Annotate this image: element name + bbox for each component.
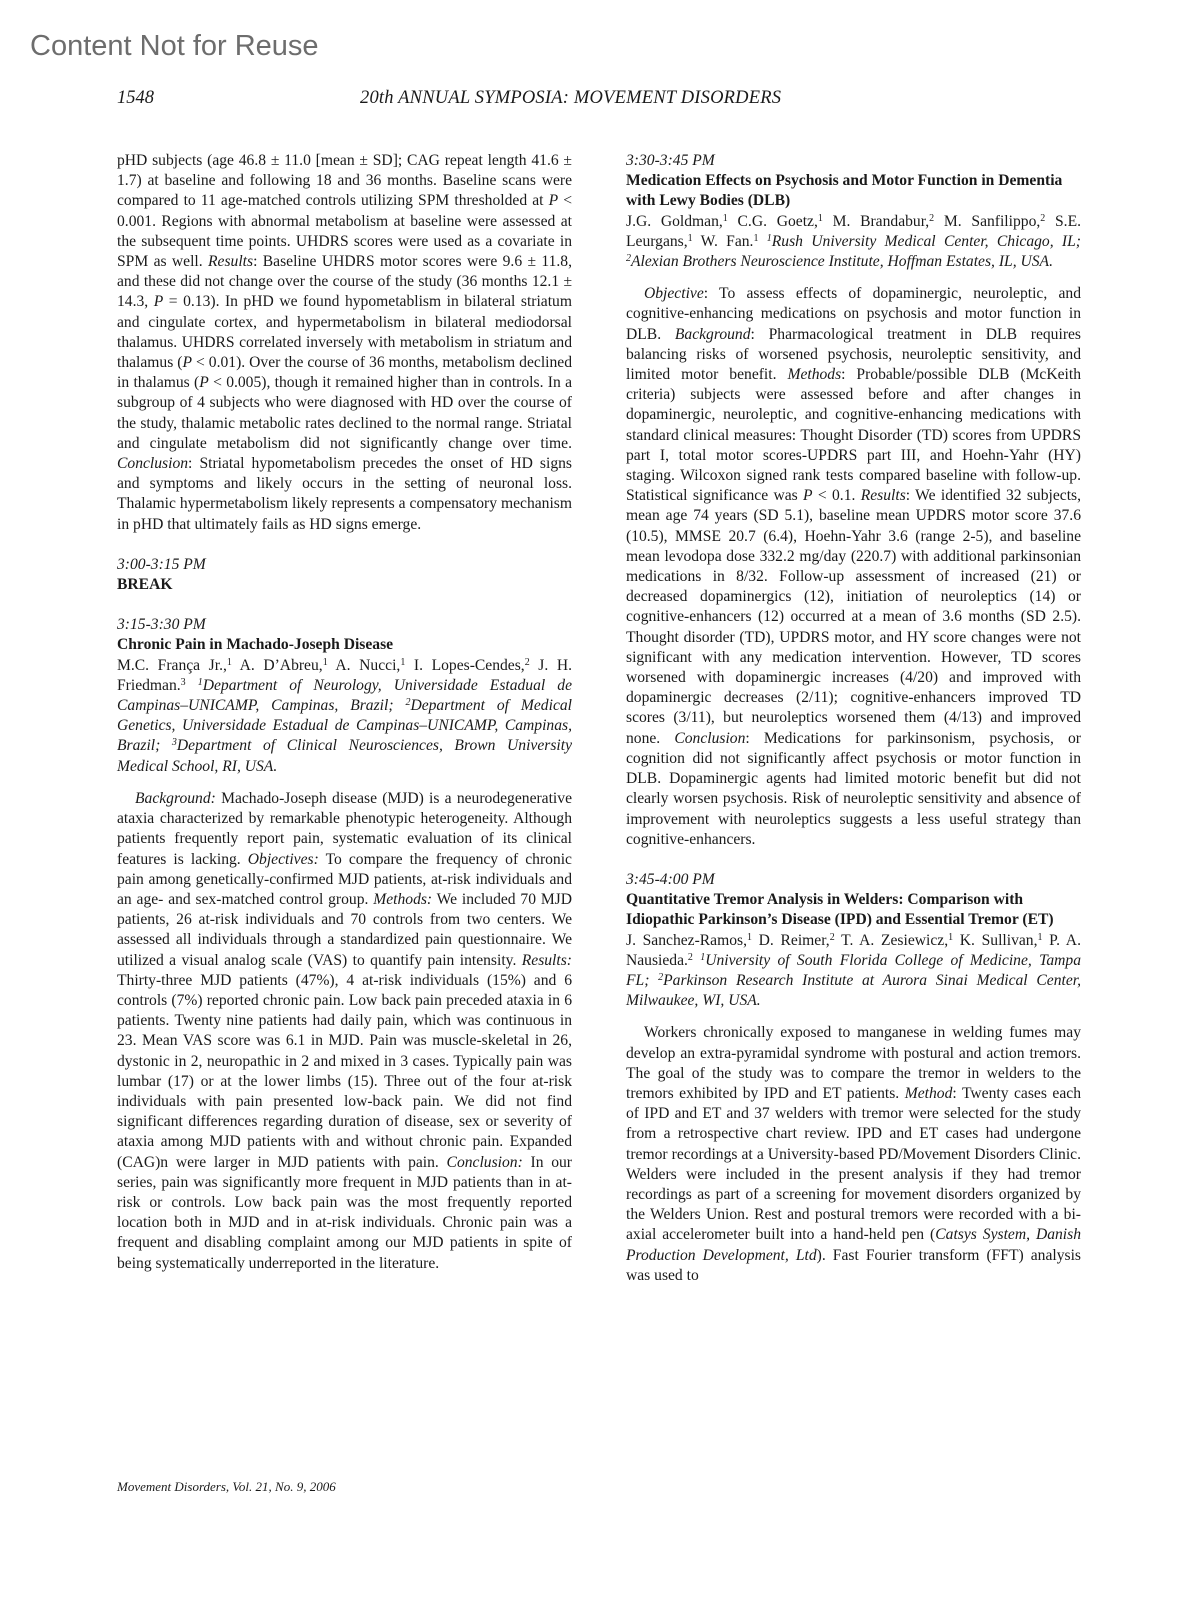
superscript: 3 (171, 737, 177, 749)
italic-run: Methods (787, 366, 842, 384)
superscript: 1 (687, 232, 693, 244)
text-run: < 0.01). Over the course of 36 months, metabolism declined in thalamus ( (117, 354, 573, 392)
italic-run: University of South Florida College of Medicine, Tampa FL; (626, 951, 1081, 989)
italic-run: P (199, 374, 209, 392)
italic-run: Conclusion (117, 455, 189, 473)
authors-affiliations (626, 931, 1081, 1012)
text-run: : We identified 32 subjects, mean age 74 years (SD 5.1), baseline mean UPDRS motor score 37.6 (10.5), MMSE 20.7 (6.4), Hoehn-Yahr 3.6 (range 2-5), and baseline mean levodopa dose 332.2 mg/day (220.7) with additional parkinsonian medications in 8/32. Follow-up assessment of increased (21) or decreased dopaminergics (12), initiation of neuroleptics (14) or cognitive-enhancers (12) occurred at a mean of 3.6 months (SD 2.5). Thought disorder (TD), UPDRS motor, and HY score changes were not significant with any medication intervention. However, TD scores worsened with dopaminergic increases (4/20) and improved with dopaminergic decreases (2/11); cognitive-enhancers improved TD scores (3/11), but neuroleptics worsened them (4/13) and improved none. (626, 487, 1081, 747)
text-run: To compare the frequency of chronic pain among genetically-confirmed MJD patients, at-risk individuals and an age- and sex-matched control group. (117, 850, 572, 908)
superscript: 2 (1040, 212, 1046, 224)
text-run: A. Nucci, (327, 656, 401, 674)
text-run: : Twenty cases each of IPD and ET and 37 welders with tremor were selected for the study from a retrospective chart review. IPD and ET cases had undergone tremor recordings at a University-based PD/Movement Disorders Clinic. Welders were included in the present analysis if they had tremor recordings as part of a screening for movement disorders organized by the Welders Union. Rest and postural tremors were recorded with a bi-axial accelerometer built into a hand-held pen ( (626, 1084, 1081, 1244)
text-run (758, 233, 766, 250)
superscript: 1 (700, 951, 706, 963)
italic-run: Parkinson Research Institute at Aurora Sinai Medical Center, Milwaukee, WI, USA. (626, 971, 1081, 1010)
text-run: : Pharmacological treatment in DLB requires balancing risks of worsened psychosis, neuroleptic sensitivity, and limited motor benefit. (626, 325, 1081, 384)
text-run: M.C. França Jr., (117, 656, 227, 674)
session-time: 3:15-3:30 PM (117, 616, 206, 634)
italic-run: Conclusion: (446, 1153, 523, 1171)
text-run: : Probable/possible DLB (McKeith criteria) subjects were assessed before and after changes in dopaminergic, neuroleptic, and cognitive-enhancing medications with standard clinical measures: Thought Disorder (TD) scores from UPDRS part I, total motor scores-UPDRS part III, and Hoehn-Yahr (HY) staging. Wilcoxon signed rank tests compared baseline with follow-up. Statistical significance was (626, 366, 1081, 505)
session-time: 3:30-3:45 PM (626, 152, 715, 169)
superscript: 2 (929, 212, 935, 224)
session-time: 3:00-3:15 PM (117, 555, 206, 573)
text-run: < 0.001. Regions with abnormal metabolism at baseline were assessed at the subsequent time points. UHDRS scores were used as a covariate in SPM as well. (117, 192, 572, 271)
text-run: : Baseline UHDRS motor scores were 9.6 ± 11.8, and these did not change over the course of the study (36 months 12.1 ± 14.3, (117, 253, 572, 311)
italic-run: Objectives: (247, 850, 319, 868)
text-run: I. Lopes-Cendes, (405, 656, 525, 674)
superscript: 1 (322, 656, 328, 668)
text-run: T. A. Zesiewicz, (834, 931, 949, 949)
italic-run: Background (674, 325, 751, 343)
text-run: : To assess effects of dopaminergic, neuroleptic, and cognitive-enhancing medications on psychosis and motor function in DLB. (626, 285, 1081, 343)
text-run: : Medications for parkinsonism, psychosis, or cognition did not significantly affect psychosis or motor function in DLB. Dopaminergic agents had limited motoric benefit but did not clearly worsen psychosis. Risk of neuroleptic sensitivity and absence of improvement with neuroleptics suggests a less useful strategy than cognitive-enhancers. (626, 729, 1081, 848)
text-run: D. Reimer, (752, 931, 830, 949)
text-run: ). Fast Fourier transform (FFT) analysis was used to (626, 1246, 1081, 1284)
superscript: 1 (400, 656, 406, 668)
italic-run: Results (860, 487, 906, 505)
journal-footer: Movement Disorders, Vol. 21, No. 9, 2006 (117, 1479, 336, 1494)
italic-run: Results (208, 253, 254, 271)
abstract-text (117, 789, 572, 1274)
italic-run: Objective (644, 285, 704, 303)
italic-run: Catsys System, Danish Production Development, Ltd (626, 1226, 1081, 1264)
superscript: 2 (658, 971, 664, 983)
superscript: 1 (747, 931, 752, 943)
text-run: : Striatal hypometabolism precedes the onset of HD signs and symptoms and likely occurs in the setting of neuronal loss. Thalamic hypermetabolism likely represents a compensatory mechanism in pHD that ultimately fails as HD signs emerge. (117, 455, 572, 533)
italic-run: Results: (521, 951, 572, 969)
text-run: < 0.005), though it remained higher than in controls. In a subgroup of 4 subjects who were diagnosed with HD over the course of the study, thalamic metabolic rates declined to the normal range. Striatal and cingulate metabolism did not significantly change over time. (117, 374, 572, 452)
text-run (186, 677, 198, 694)
italic-run: Method (904, 1084, 953, 1102)
superscript: 1 (948, 931, 954, 943)
superscript: 1 (1037, 931, 1043, 943)
text-run: S.E. Leurgans, (626, 212, 1081, 250)
session-title: Quantitative Tremor Analysis in Welders: Comparison with Idiopathic Parkinson’s Disease (IPD) and Essential Tremor (ET) (626, 891, 1054, 929)
text-run: We included 70 MJD patients, 26 at-risk individuals and 70 controls from two centers. We assessed all individuals through a standardized pain questionnaire. We utilized a visual analog scale (VAS) to quantify pain intensity. (117, 890, 573, 969)
text-run: In our series, pain was significantly more frequent in MJD patients than in at-risk or controls. Low back pain was the most frequently reported location both in MJD and in at-risk individuals. Chronic pain was a frequent and disabling complaint among our MJD patients in spite of being systematically underreported in the literature. (117, 1153, 572, 1272)
superscript: 2 (405, 697, 411, 709)
italic-run: Department of Clinical Neurosciences, Brown University Medical School, RI, USA. (117, 737, 573, 775)
italic-run: Conclusion (674, 729, 746, 747)
italic-run: Alexian Brothers Neuroscience Institute, Hoffman Estates, IL, USA. (631, 253, 1053, 271)
superscript: 1 (197, 676, 203, 688)
superscript: 1 (766, 232, 772, 244)
text-run: Machado-Joseph disease (MJD) is a neurodegenerative ataxia characterized by remarkable phenotypic heterogeneity. Although patients frequently report pain, systematic evaluation of its clinical features is lacking. (117, 789, 572, 868)
italic-run: P (548, 192, 559, 210)
superscript: 2 (626, 253, 631, 265)
italic-run: Department of Neurology, Universidade Estadual de Campinas–UNICAMP, Campinas, Brazil; (117, 676, 572, 715)
authors-affiliations (626, 212, 1081, 273)
superscript: 2 (524, 656, 530, 668)
italic-run: Department of Medical Genetics, Universidade Estadual de Campinas–UNICAMP, Campinas, Brazil; (117, 697, 572, 755)
text-run: K. Sullivan, (953, 931, 1038, 949)
superscript: 1 (753, 232, 759, 244)
superscript: 2 (829, 931, 835, 943)
text-run: pHD subjects (age 46.8 ± 11.0 [mean ± SD]; CAG repeat length 41.6 ± 1.7) at baseline and following 18 and 36 months. Baseline scans were compared to 11 age-matched controls utilizing SPM thresholded at (117, 152, 572, 210)
text-run: M. Sanfilippo, (934, 212, 1041, 230)
text-run: = 0.13). In pHD we found hypometablism in bilateral striatum and cingulate cortex, and hypermetabolism in bilateral mediodorsal thalamus. UHDRS correlated inversely with metabolism in striatum and thalamus ( (117, 293, 572, 372)
italic-run: Background: (135, 789, 216, 807)
session-title: BREAK (117, 576, 173, 594)
continuation-text (117, 151, 572, 535)
italic-run: Methods: (373, 890, 433, 908)
superscript: 1 (226, 656, 232, 668)
text-run: J. H. Friedman. (117, 656, 573, 694)
left-column (117, 151, 572, 1274)
text-run: W. Fan. (692, 232, 754, 250)
text-run: P. A. Nausieda. (626, 931, 1081, 969)
abstract-text (626, 1023, 1081, 1286)
text-run: J.G. Goldman, (626, 212, 723, 230)
text-run: M. Brandabur, (822, 212, 930, 230)
session-title: Chronic Pain in Machado-Joseph Disease (117, 636, 394, 654)
session-time: 3:45-4:00 PM (626, 870, 715, 888)
superscript: 2 (687, 951, 693, 963)
italic-run: P (182, 354, 193, 372)
right-column (626, 151, 1081, 1286)
text-run: Workers chronically exposed to manganese in welding fumes may develop an extra-pyramidal syndrome with postural and action tremors. The goal of the study was to compare the tremor in welders to the tremors exhibited by IPD and ET patients. (626, 1024, 1081, 1102)
abstract-text (626, 284, 1081, 850)
authors-affiliations (117, 656, 572, 777)
watermark: Content Not for Reuse (30, 30, 319, 62)
session-title: Medication Effects on Psychosis and Motor Function in Dementia with Lewy Bodies (DLB) (626, 172, 1063, 210)
italic-run: P (803, 487, 813, 505)
page-number: 1548 (117, 88, 154, 108)
superscript: 1 (817, 212, 823, 224)
text-run: C.G. Goetz, (727, 212, 818, 230)
superscript: 3 (180, 676, 186, 688)
text-run: A. D’Abreu, (231, 656, 323, 674)
superscript: 1 (722, 212, 728, 224)
italic-run: P (153, 293, 164, 311)
italic-run: Rush University Medical Center, Chicago, IL; (771, 232, 1081, 250)
text-run: < 0.1. (812, 487, 861, 505)
text-run: J. Sanchez-Ramos, (626, 931, 747, 949)
text-run: Thirty-three MJD patients (47%), 4 at-risk individuals (15%) and 6 controls (7%) reported chronic pain. Low back pain preceded ataxia in 6 patients. Twenty nine patients had daily pain, which was continuous in 23. Mean VAS score was 6.1 in MJD. Pain was muscle-skeletal in 26, dystonic in 2, neuropathic in 2 and mixed in 3 cases. Typically pain was lumbar (17) or at the lower limbs (15). Three out of the four at-risk individuals with pain presented low-back pain. We did not find significant differences regarding duration of disease, sex or severity of ataxia among MJD patients with and without chronic pain. Expanded (CAG)n were larger in MJD patients with pain. (117, 971, 572, 1171)
running-head: 20th ANNUAL SYMPOSIA: MOVEMENT DISORDERS (360, 88, 782, 108)
